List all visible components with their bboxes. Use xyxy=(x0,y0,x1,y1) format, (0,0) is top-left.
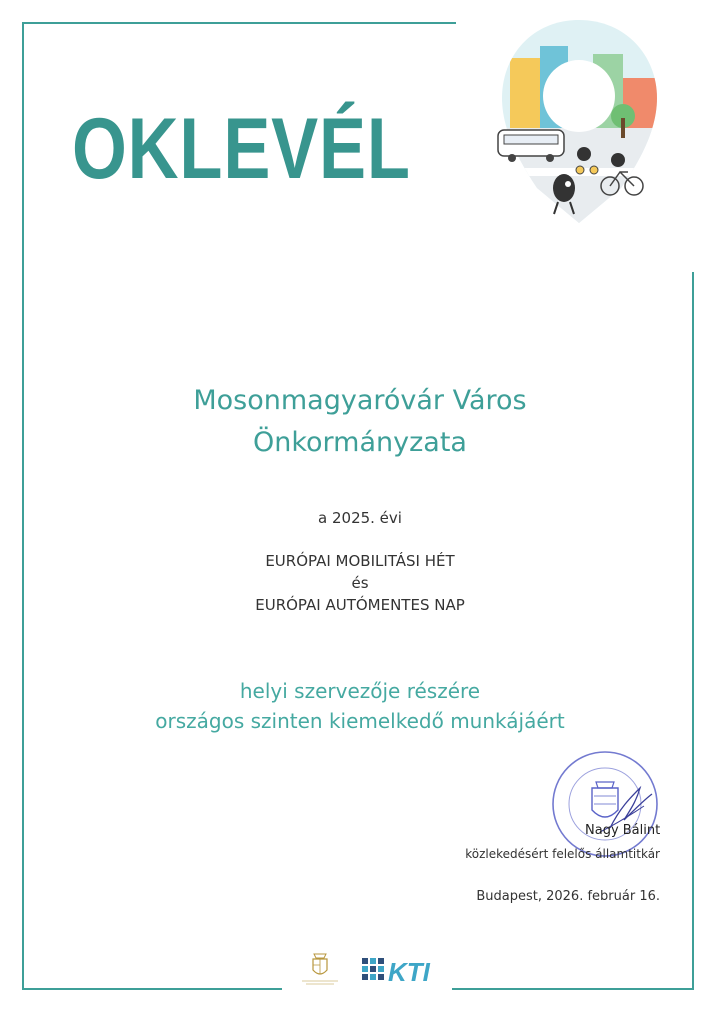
frame-bottom-line xyxy=(22,988,282,990)
place-and-date: Budapest, 2026. február 16. xyxy=(476,889,660,904)
certificate-title: OKLEVÉL xyxy=(72,101,411,197)
event-line-1: EURÓPAI MOBILITÁSI HÉT xyxy=(265,552,455,570)
frame-left-line xyxy=(22,22,24,990)
praise-line-2: országos szinten kiemelkedő munkájáért xyxy=(155,709,565,733)
event-connector: és xyxy=(351,574,369,592)
frame-bottom-line-right xyxy=(452,988,694,990)
signatory-role: közlekedésért felelős államtitkár xyxy=(465,847,660,861)
recipient-line-1: Mosonmagyaróvár Város xyxy=(193,385,527,416)
event-block xyxy=(0,550,720,616)
kti-grid-icon xyxy=(362,956,440,988)
kti-logo xyxy=(362,956,440,992)
frame-top-line xyxy=(22,22,456,24)
hungarian-coat-of-arms-icon xyxy=(298,950,342,986)
pin-illustration-icon xyxy=(492,18,667,228)
signatory-name: Nagy Bálint xyxy=(585,823,661,838)
praise-line-1: helyi szervezője részére xyxy=(239,679,481,703)
event-line-2: EURÓPAI AUTÓMENTES NAP xyxy=(255,596,465,614)
praise-block xyxy=(0,676,720,736)
recipient-line-2: Önkormányzata xyxy=(253,427,467,458)
recipient-name xyxy=(0,380,720,464)
ministry-seal-icon xyxy=(540,748,670,860)
ministry-logo xyxy=(298,950,342,990)
year-line: a 2025. évi xyxy=(318,509,402,527)
mobility-week-illustration xyxy=(492,18,667,232)
kti-logo-text: KTI xyxy=(388,957,430,987)
